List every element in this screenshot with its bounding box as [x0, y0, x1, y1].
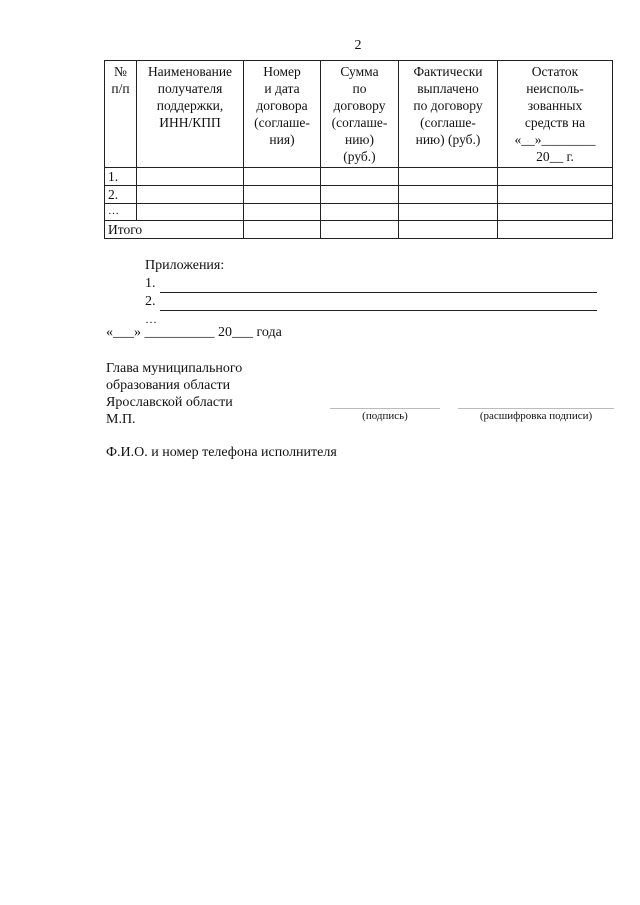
attachment-blank	[160, 280, 598, 293]
table-cell	[137, 168, 244, 186]
table-cell	[399, 204, 498, 221]
header-amount: Сумма по договору (соглаше- нию) (руб.)	[321, 61, 399, 168]
attachment-line	[145, 293, 597, 311]
table-cell	[498, 204, 613, 221]
signature-transcript-caption: (расшифровка подписи)	[458, 408, 614, 422]
attachment-blank	[160, 298, 598, 311]
attachment-number: 1.	[145, 276, 156, 291]
header-remainder: Остаток неисполь- зованных средств на «__»________ 20__ г.	[498, 61, 613, 168]
table-cell	[498, 221, 613, 239]
page-number: 2	[354, 38, 362, 53]
header-recipient: Наименование получателя поддержки, ИНН/КПП	[137, 61, 244, 168]
table-cell	[321, 168, 399, 186]
header-paid: Фактически выплачено по договору (соглаше- нию) (руб.)	[399, 61, 498, 168]
table-header-row	[105, 61, 613, 168]
attachment-line	[145, 275, 597, 293]
table-cell	[137, 204, 244, 221]
total-row	[105, 221, 613, 239]
table-cell	[244, 204, 321, 221]
table-cell	[321, 221, 399, 239]
table-cell	[244, 221, 321, 239]
header-number: № п/п	[105, 61, 137, 168]
attachments-title: Приложения:	[145, 258, 225, 273]
table-cell	[244, 186, 321, 204]
table-cell	[498, 168, 613, 186]
row-number: …	[105, 204, 137, 221]
row-number: 1.	[105, 168, 137, 186]
table-cell	[321, 186, 399, 204]
table-cell	[498, 186, 613, 204]
table-cell	[137, 186, 244, 204]
table-cell	[244, 168, 321, 186]
executor-line: Ф.И.О. и номер телефона исполнителя	[106, 445, 337, 460]
header-contract: Номер и дата договора (соглаше- ния)	[244, 61, 321, 168]
signature-caption: (подпись)	[330, 408, 440, 422]
table-cell	[399, 168, 498, 186]
table-row	[105, 204, 613, 221]
total-label: Итого	[105, 221, 244, 239]
attachments-ellipsis: …	[145, 312, 157, 326]
attachment-number: 2.	[145, 294, 156, 309]
table-row	[105, 168, 613, 186]
attachments-section	[145, 257, 597, 325]
table-row	[105, 186, 613, 204]
date-line: «___» __________ 20___ года	[106, 325, 282, 340]
report-table	[104, 60, 613, 239]
table-cell	[399, 221, 498, 239]
table-cell	[399, 186, 498, 204]
row-number: 2.	[105, 186, 137, 204]
signer-title: Глава муниципального образования области Ярославской области М.П.	[106, 361, 243, 427]
table-cell	[321, 204, 399, 221]
